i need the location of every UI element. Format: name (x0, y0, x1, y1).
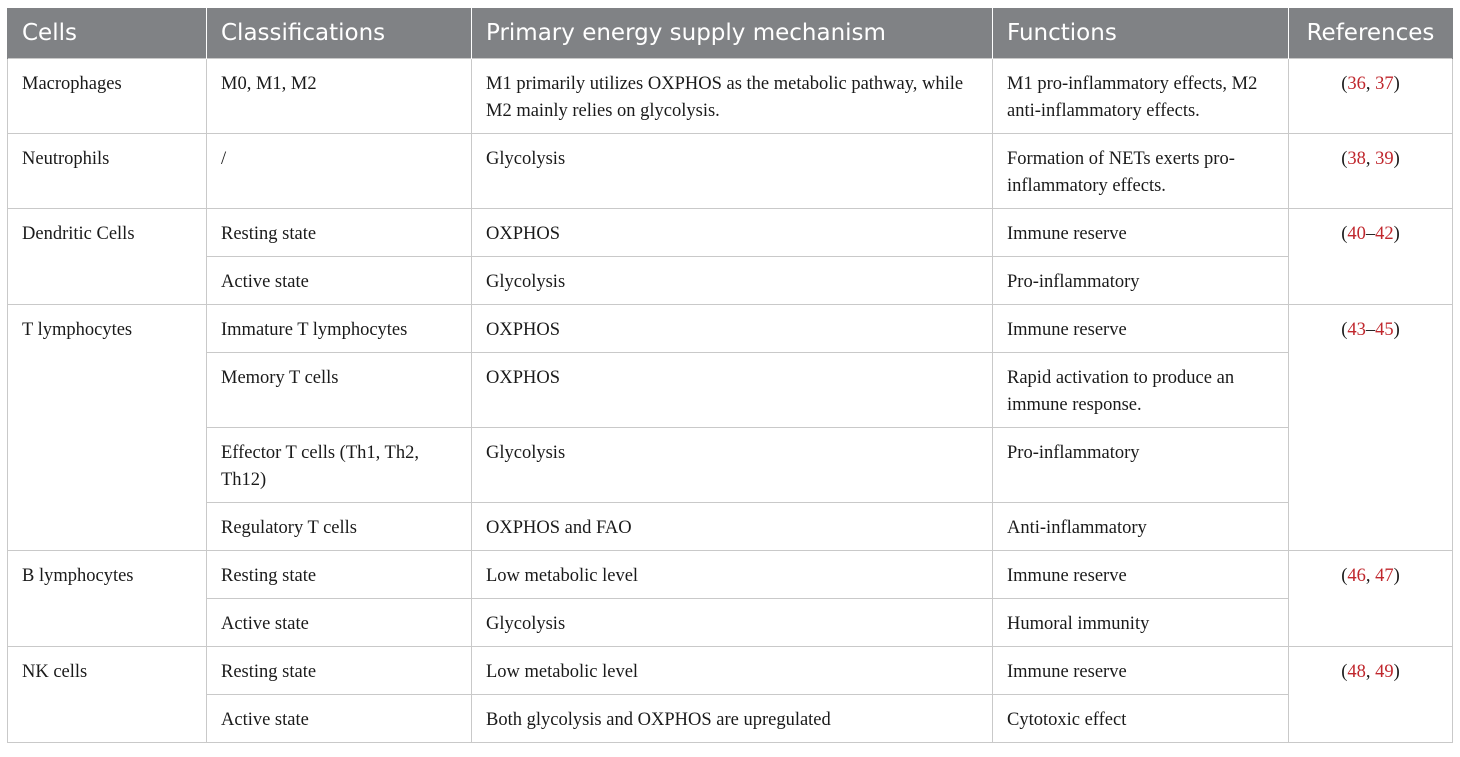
ref-close: ) (1393, 662, 1400, 682)
function: Pro-inflammatory (993, 257, 1289, 305)
energy-mechanism: Glycolysis (472, 599, 993, 647)
classification: Active state (207, 257, 472, 305)
ref-link[interactable]: 37 (1375, 74, 1394, 94)
ref-link[interactable]: 48 (1347, 662, 1366, 682)
ref-separator: , (1365, 662, 1376, 682)
metabolism-table (7, 8, 1453, 743)
references (1289, 647, 1453, 743)
ref-link[interactable]: 39 (1375, 149, 1394, 169)
cell-type: B lymphocytes (8, 551, 207, 647)
ref-close: ) (1393, 224, 1400, 244)
table-row (8, 305, 1453, 353)
classification: Immature T lymphocytes (207, 305, 472, 353)
ref-open: ( (1341, 662, 1348, 682)
table-row (8, 551, 1453, 599)
energy-mechanism: Low metabolic level (472, 647, 993, 695)
table-body (8, 59, 1453, 743)
ref-separator: , (1365, 149, 1376, 169)
energy-mechanism: OXPHOS and FAO (472, 503, 993, 551)
energy-mechanism: Glycolysis (472, 134, 993, 209)
function: Cytotoxic effect (993, 695, 1289, 743)
table-row (8, 209, 1453, 257)
table-row (8, 647, 1453, 695)
ref-separator: – (1365, 320, 1376, 340)
ref-open: ( (1341, 74, 1348, 94)
classification: Active state (207, 599, 472, 647)
classification: / (207, 134, 472, 209)
header-references: References (1289, 8, 1453, 59)
ref-link[interactable]: 45 (1375, 320, 1394, 340)
table-row (8, 353, 1453, 428)
classification: Regulatory T cells (207, 503, 472, 551)
function: Immune reserve (993, 209, 1289, 257)
references (1289, 134, 1453, 209)
ref-close: ) (1393, 149, 1400, 169)
cell-type: NK cells (8, 647, 207, 743)
table-row (8, 134, 1453, 209)
table-row (8, 257, 1453, 305)
references (1289, 59, 1453, 134)
table-header (8, 8, 1453, 59)
ref-separator: , (1365, 566, 1376, 586)
cell-type: Macrophages (8, 59, 207, 134)
cell-type: Dendritic Cells (8, 209, 207, 305)
header-classifications: Classifications (207, 8, 472, 59)
ref-close: ) (1393, 320, 1400, 340)
ref-link[interactable]: 49 (1375, 662, 1394, 682)
function: Humoral immunity (993, 599, 1289, 647)
references (1289, 305, 1453, 551)
ref-link[interactable]: 47 (1375, 566, 1394, 586)
function: Anti-inflammatory (993, 503, 1289, 551)
classification: Memory T cells (207, 353, 472, 428)
table-row (8, 503, 1453, 551)
classification: Effector T cells (Th1, Th2, Th12) (207, 428, 472, 503)
function: Immune reserve (993, 647, 1289, 695)
header-functions: Functions (993, 8, 1289, 59)
ref-link[interactable]: 36 (1347, 74, 1366, 94)
header-cells: Cells (8, 8, 207, 59)
ref-open: ( (1341, 566, 1348, 586)
ref-separator: – (1365, 224, 1376, 244)
ref-close: ) (1393, 74, 1400, 94)
classification: Active state (207, 695, 472, 743)
ref-close: ) (1393, 566, 1400, 586)
ref-open: ( (1341, 224, 1348, 244)
cell-type: Neutrophils (8, 134, 207, 209)
function: Immune reserve (993, 305, 1289, 353)
table-row (8, 599, 1453, 647)
references (1289, 551, 1453, 647)
ref-link[interactable]: 46 (1347, 566, 1366, 586)
ref-link[interactable]: 38 (1347, 149, 1366, 169)
energy-mechanism: OXPHOS (472, 353, 993, 428)
cell-type: T lymphocytes (8, 305, 207, 551)
energy-mechanism: OXPHOS (472, 209, 993, 257)
header-energy-mechanism: Primary energy supply mechanism (472, 8, 993, 59)
classification: M0, M1, M2 (207, 59, 472, 134)
ref-link[interactable]: 42 (1375, 224, 1394, 244)
table-row (8, 428, 1453, 503)
classification: Resting state (207, 647, 472, 695)
ref-separator: , (1365, 74, 1376, 94)
energy-mechanism: Glycolysis (472, 257, 993, 305)
function: Rapid activation to produce an immune response. (993, 353, 1289, 428)
classification: Resting state (207, 551, 472, 599)
ref-open: ( (1341, 149, 1348, 169)
classification: Resting state (207, 209, 472, 257)
energy-mechanism: Glycolysis (472, 428, 993, 503)
ref-open: ( (1341, 320, 1348, 340)
function: Pro-inflammatory (993, 428, 1289, 503)
table-row (8, 59, 1453, 134)
ref-link[interactable]: 43 (1347, 320, 1366, 340)
energy-mechanism: M1 primarily utilizes OXPHOS as the metabolic pathway, while M2 mainly relies on glycolysis. (472, 59, 993, 134)
references (1289, 209, 1453, 305)
function: Immune reserve (993, 551, 1289, 599)
ref-link[interactable]: 40 (1347, 224, 1366, 244)
function: M1 pro-inflammatory effects, M2 anti-inflammatory effects. (993, 59, 1289, 134)
energy-mechanism: Low metabolic level (472, 551, 993, 599)
table-row (8, 695, 1453, 743)
energy-mechanism: OXPHOS (472, 305, 993, 353)
energy-mechanism: Both glycolysis and OXPHOS are upregulated (472, 695, 993, 743)
function: Formation of NETs exerts pro-inflammatory effects. (993, 134, 1289, 209)
